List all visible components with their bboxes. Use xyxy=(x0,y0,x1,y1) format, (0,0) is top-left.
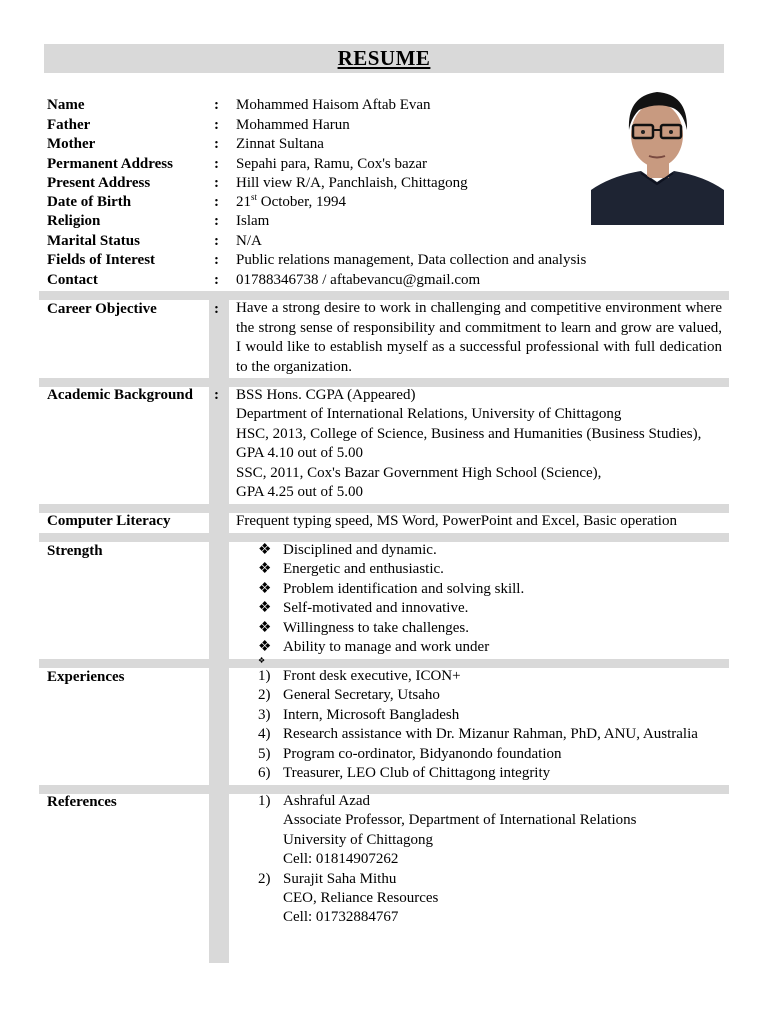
name-label: Name xyxy=(47,97,85,113)
strength-item-text: Ability to manage and work under xyxy=(283,639,490,656)
list-number: 1) xyxy=(258,668,271,684)
list-number: 4) xyxy=(258,726,271,743)
experiences-label: Experiences xyxy=(47,669,125,685)
experience-text: Treasurer, LEO Club of Chittagong integrity xyxy=(283,765,551,782)
list-item xyxy=(258,580,524,599)
name-value: Mohammed Haisom Aftab Evan xyxy=(236,97,431,113)
bullet-icon: ❖ xyxy=(258,639,272,656)
reference-detail: CEO, Reliance Resources xyxy=(283,890,439,907)
career-objective-label: Career Objective xyxy=(47,301,157,317)
contact-value: 01788346738 / aftabevancu@gmail.com xyxy=(236,272,481,288)
strength-item-text: Energetic and enthusiastic. xyxy=(283,561,444,578)
list-item xyxy=(258,619,524,638)
mother-value: Zinnat Sultana xyxy=(236,136,324,152)
experience-text: Front desk executive, ICON+ xyxy=(283,668,461,684)
references-label: References xyxy=(47,794,117,810)
references-list xyxy=(258,792,636,928)
reference-detail: Cell: 01814907262 xyxy=(283,851,399,868)
mother-label: Mother xyxy=(47,136,96,152)
father-value: Mohammed Harun xyxy=(236,117,350,133)
dob-day: 21 xyxy=(236,194,251,210)
colon: : xyxy=(214,387,219,403)
colon: : xyxy=(214,97,219,113)
experience-text: Intern, Microsoft Bangladesh xyxy=(283,706,460,723)
dob-value xyxy=(236,193,346,212)
contact-label: Contact xyxy=(47,272,98,288)
reference-detail: Associate Professor, Department of International Relations xyxy=(283,812,637,829)
reference-detail: Cell: 01732884767 xyxy=(283,909,399,926)
academic-background-label: Academic Background xyxy=(47,387,193,403)
profile-photo xyxy=(591,78,724,225)
academic-line: HSC, 2013, College of Science, Business and Humanities (Business Studies), xyxy=(236,425,702,442)
experience-text: Research assistance with Dr. Mizanur Rahman, PhD, ANU, Australia xyxy=(283,726,698,743)
list-item xyxy=(258,638,524,657)
list-item xyxy=(258,792,636,811)
list-item xyxy=(258,811,636,830)
colon: : xyxy=(214,233,219,249)
list-number: 2) xyxy=(258,687,271,704)
academic-line: BSS Hons. CGPA (Appeared) xyxy=(236,387,416,403)
bullet-icon: ❖ xyxy=(258,542,272,558)
list-item xyxy=(258,764,698,783)
reference-name: Surajit Saha Mithu xyxy=(283,870,397,887)
list-item xyxy=(258,870,636,889)
strength-item-text: Willingness to take challenges. xyxy=(283,619,470,636)
marital-status-label: Marital Status xyxy=(47,233,140,249)
list-item xyxy=(258,850,636,869)
interest-label: Fields of Interest xyxy=(47,252,156,268)
list-number: 1) xyxy=(258,793,271,809)
colon: : xyxy=(214,301,219,317)
present-address-label: Present Address xyxy=(47,175,151,191)
strength-item-text: Disciplined and dynamic. xyxy=(283,542,437,558)
list-number: 6) xyxy=(258,765,271,782)
list-item xyxy=(258,889,636,908)
list-item xyxy=(258,831,636,850)
list-item xyxy=(258,686,698,705)
academic-line: Department of International Relations, University of Chittagong xyxy=(236,406,622,423)
academic-line: GPA 4.10 out of 5.00 xyxy=(236,445,363,462)
bullet-icon: ❖ xyxy=(258,580,272,597)
academic-lines xyxy=(236,386,701,502)
list-item xyxy=(258,560,524,579)
reference-detail: University of Chittagong xyxy=(283,831,433,848)
interest-value: Public relations management, Data collection and analysis xyxy=(236,252,587,268)
career-objective-text: Have a strong desire to work in challenging and competitive environment where the strong sense of responsibility and commitment to learn and grow are valued, I would like to establish myself as a successful professional with full dedication to the organization. xyxy=(236,300,722,375)
experience-text: Program co-ordinator, Bidyanondo foundation xyxy=(283,745,562,762)
bullet-icon: ❖ xyxy=(258,656,266,665)
strength-item-text: Self-motivated and innovative. xyxy=(283,600,469,617)
colon: : xyxy=(214,175,219,191)
strength-label: Strength xyxy=(47,543,103,559)
resume-title: RESUME xyxy=(337,46,431,70)
list-number: 3) xyxy=(258,706,271,723)
list-item xyxy=(258,908,636,927)
list-item xyxy=(258,725,698,744)
colon: : xyxy=(214,194,219,210)
colon: : xyxy=(214,117,219,133)
permanent-address-label: Permanent Address xyxy=(47,156,173,172)
religion-value: Islam xyxy=(236,213,270,229)
colon: : xyxy=(214,156,219,172)
permanent-address-value: Sepahi para, Ramu, Cox's bazar xyxy=(236,156,427,172)
colon: : xyxy=(214,252,219,268)
bullet-icon: ❖ xyxy=(258,600,272,617)
strength-item-text: Problem identification and solving skill. xyxy=(283,580,525,597)
dob-label: Date of Birth xyxy=(47,194,132,210)
list-item xyxy=(258,541,524,560)
list-item xyxy=(258,706,698,725)
colon: : xyxy=(214,272,219,288)
experiences-list xyxy=(258,667,698,783)
list-number: 5) xyxy=(258,745,271,762)
column-gutter xyxy=(209,292,229,963)
list-item xyxy=(258,667,698,686)
strength-list xyxy=(258,541,524,657)
experience-text: General Secretary, Utsaho xyxy=(283,687,440,704)
bullet-icon: ❖ xyxy=(258,561,272,578)
reference-name: Ashraful Azad xyxy=(283,793,371,809)
list-number: 2) xyxy=(258,870,271,887)
computer-literacy-label: Computer Literacy xyxy=(47,513,171,529)
dob-suffix: st xyxy=(251,192,258,202)
religion-label: Religion xyxy=(47,213,101,229)
academic-line: SSC, 2011, Cox's Bazar Government High School (Science), xyxy=(236,464,602,481)
present-address-value: Hill view R/A, Panchlaish, Chittagong xyxy=(236,175,468,191)
profile-photo-image xyxy=(591,78,724,225)
colon: : xyxy=(214,213,219,229)
colon: : xyxy=(214,136,219,152)
bullet-icon: ❖ xyxy=(258,619,272,636)
list-item xyxy=(258,745,698,764)
dob-rest: October, 1994 xyxy=(257,194,346,210)
list-item xyxy=(258,599,524,618)
computer-literacy-text: Frequent typing speed, MS Word, PowerPoint and Excel, Basic operation xyxy=(236,513,677,529)
father-label: Father xyxy=(47,117,91,133)
title-bar xyxy=(44,44,724,73)
academic-line: GPA 4.25 out of 5.00 xyxy=(236,484,363,501)
marital-status-value: N/A xyxy=(236,233,262,249)
